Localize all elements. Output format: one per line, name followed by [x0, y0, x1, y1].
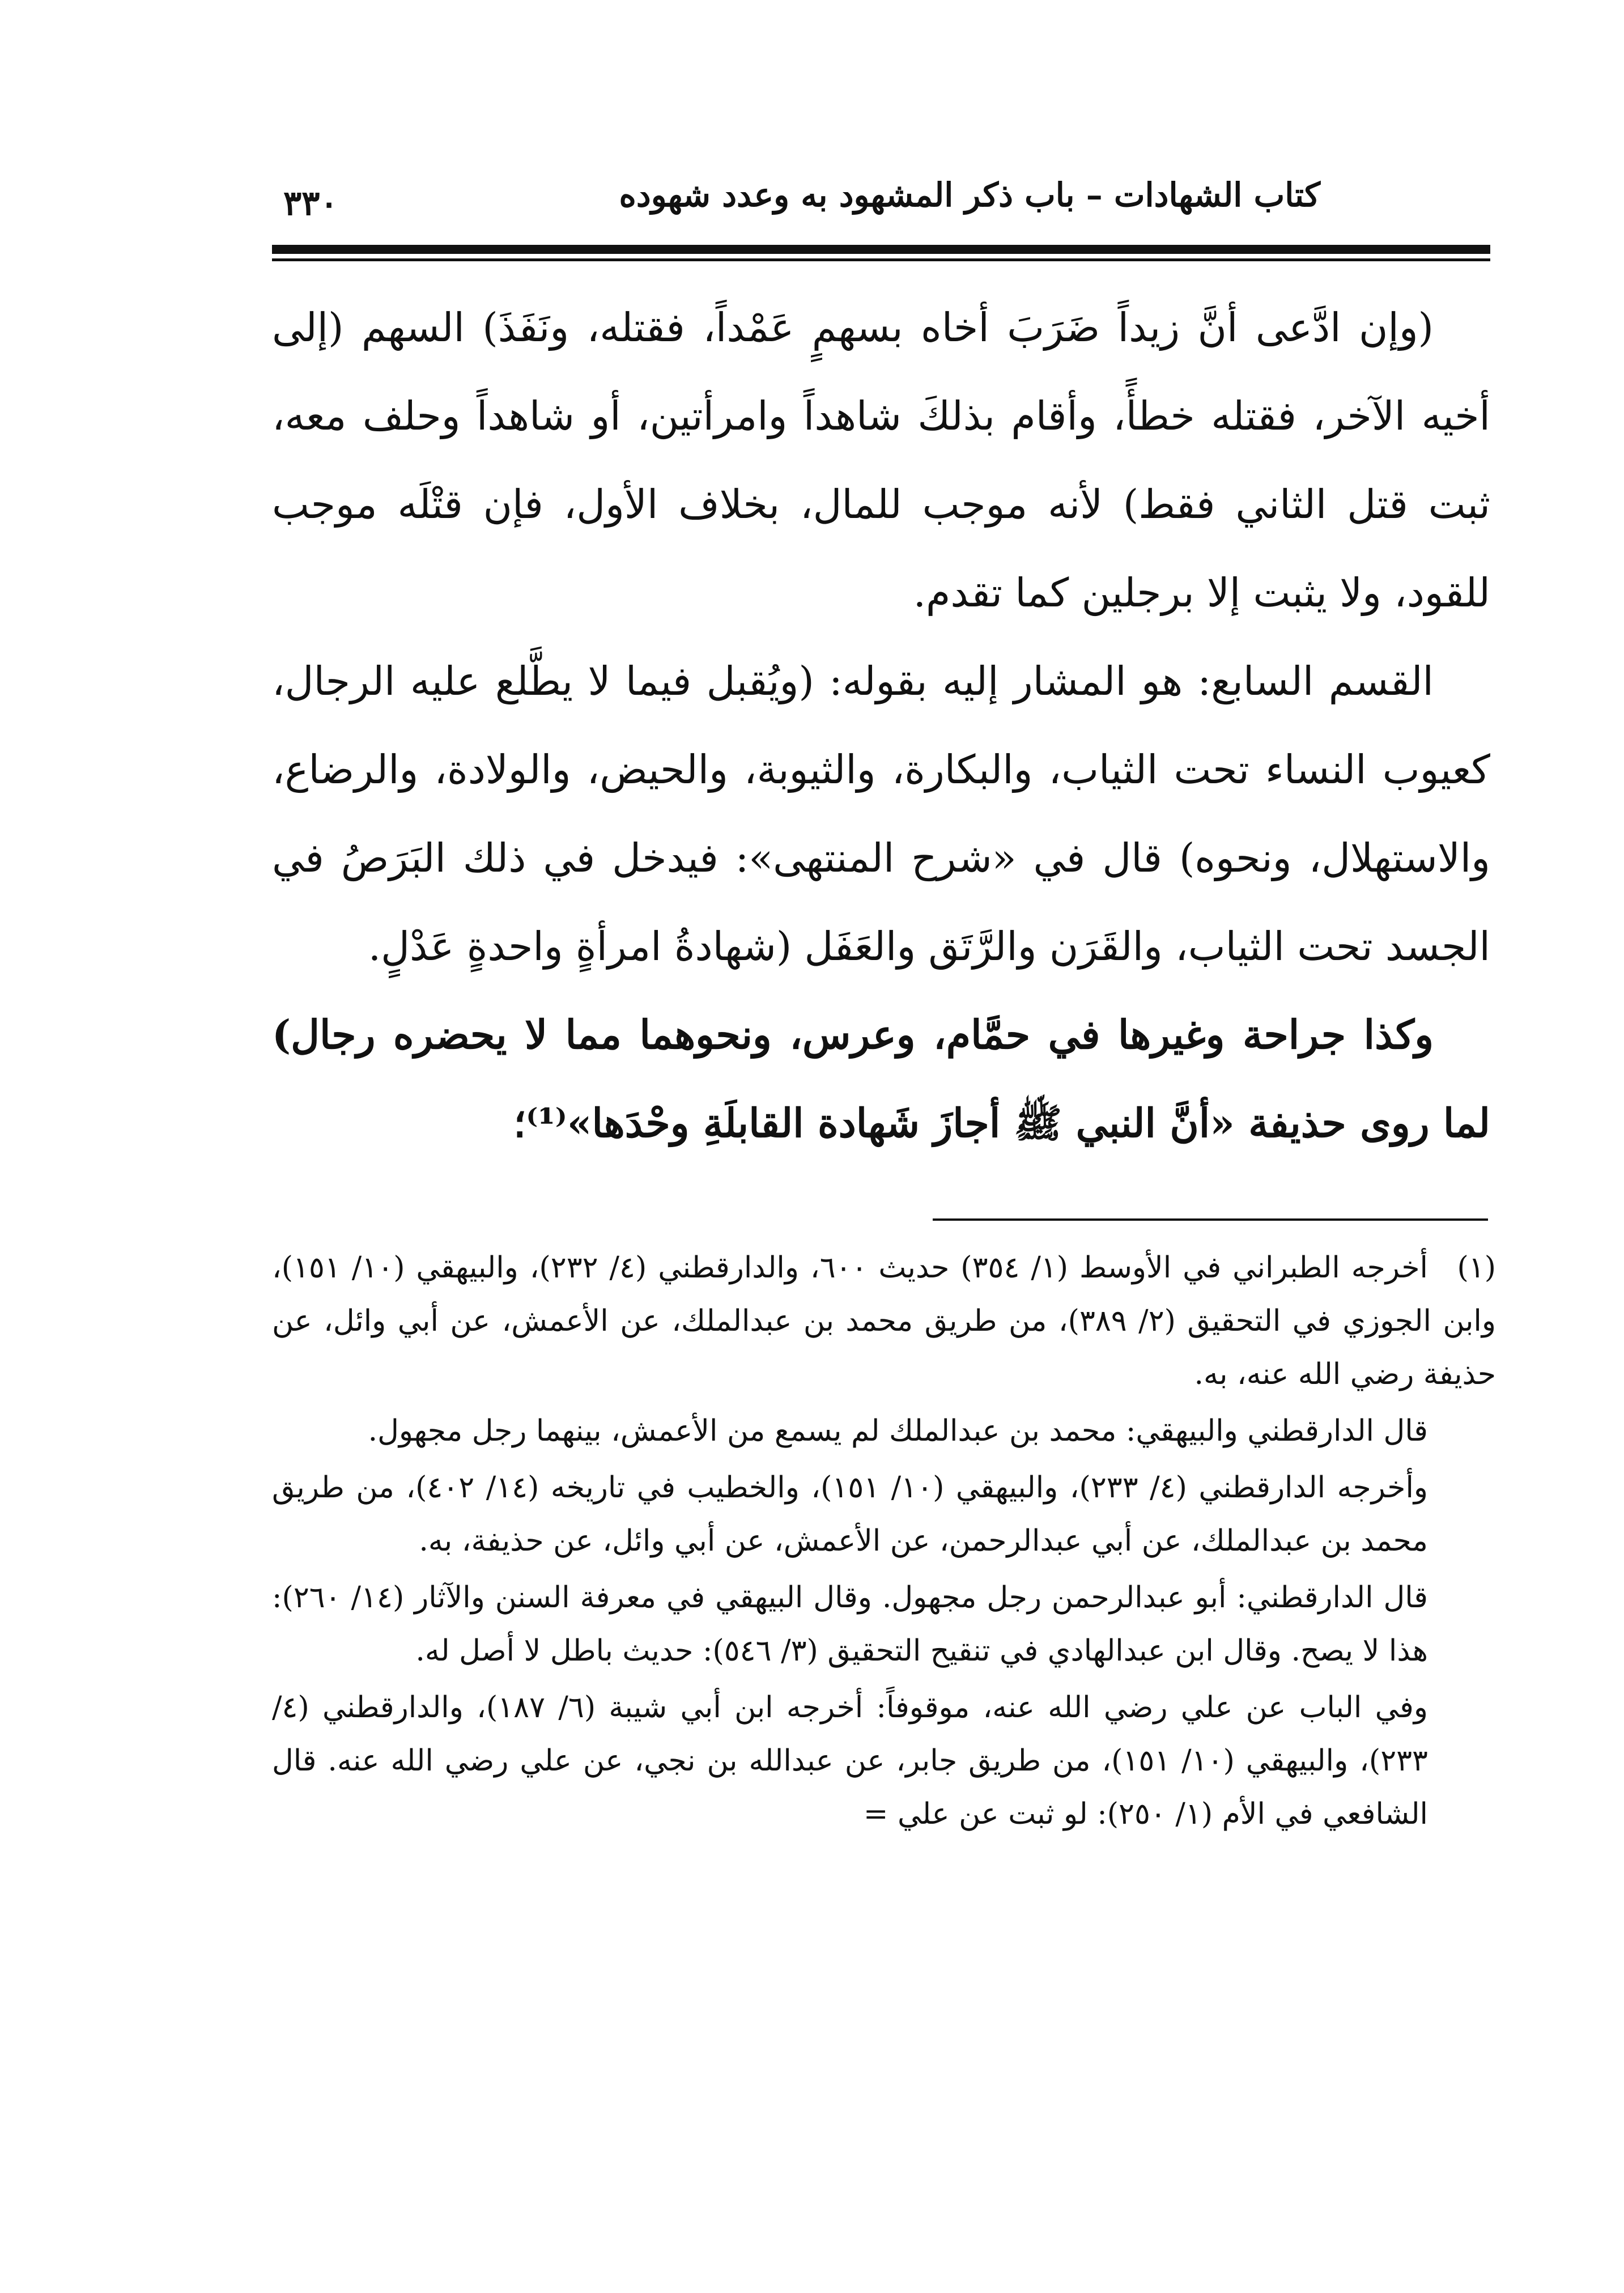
- footnote-separator: [933, 1218, 1488, 1221]
- footnote-1-text: أخرجه الطبراني في الأوسط (١/ ٣٥٤) حديث ٦٠٠، والدارقطني (٤/ ٢٣٢)، والبيهقي (١٠/ ١٥١)، وابن الجوزي في التحقيق (٢/ ٣٨٩)، من طريق محمد بن عبدالملك، عن الأعمش، عن أبي وائل، عن حذيفة رضي الله عنه، به.: [272, 1251, 1496, 1391]
- main-paragraph-3: وكذا جراحة وغيرها في حمَّام، وعرس، ونحوهما مما لا يحضره رجال) لما روى حذيفة «أنَّ النبي ﷺ أجازَ شَهادة القابلَةِ وحْدَها»⁽¹⁾؛: [272, 1011, 1490, 1146]
- main-text: [272, 283, 1490, 1167]
- footnote-1-para-2: قال الدارقطني والبيهقي: محمد بن عبدالملك لم يسمع من الأعمش، بينهما رجل مجهول.: [368, 1414, 1428, 1448]
- running-title: كتاب الشهادات – باب ذكر المشهود به وعدد شهوده: [619, 176, 1320, 214]
- header-rule-thick: [272, 245, 1490, 254]
- footnote-1-para-3: وأخرجه الدارقطني (٤/ ٢٣٣)، والبيهقي (١٠/ ١٥١)، والخطيب في تاريخه (١٤/ ٤٠٢)، من طريق محمد بن عبدالملك، عن أبي عبدالرحمن، عن الأعمش، عن أبي وائل، عن حذيفة، به.: [272, 1471, 1428, 1558]
- footnote-1-first: [272, 1241, 1496, 1401]
- footnote-marker: (١): [1457, 1251, 1497, 1285]
- header-rule-thin: [272, 258, 1490, 261]
- footnote-1-para-4: قال الدارقطني: أبو عبدالرحمن رجل مجهول. وقال البيهقي في معرفة السنن والآثار (١٤/ ٢٦٠): هذا لا يصح. وقال ابن عبدالهادي في تنقيح التحقيق (٣/ ٥٤٦): حديث باطل لا أصل له.: [272, 1581, 1428, 1668]
- page-header: [272, 170, 1490, 244]
- main-paragraph-2: القسم السابع: هو المشار إليه بقوله: (ويُقبل فيما لا يطَّلع عليه الرجال، كعيوب النساء تحت الثياب، والبكارة، والثيوبة، والحيض، والولادة، والرضاع، والاستهلال، ونحوه) قال في «شرح المنتهى»: فيدخل في ذلك البَرَصُ في الجسد تحت الثياب، والقَرَن والرَّتَق والعَفَل (شهادةُ امرأةٍ واحدةٍ عَدْلٍ.: [272, 658, 1490, 970]
- footnotes: [272, 1241, 1496, 1841]
- footnote-1-para-5: وفي الباب عن علي رضي الله عنه، موقوفاً: أخرجه ابن أبي شيبة (٦/ ١٨٧)، والدارقطني (٤/ ٢٣٣)، والبيهقي (١٠/ ١٥١)، من طريق جابر، عن عبدالله بن نجي، عن علي رضي الله عنه. قال الشافعي في الأم (١/ ٢٥٠): لو ثبت عن علي =: [272, 1691, 1428, 1831]
- main-paragraph-1: (وإن ادَّعى أنَّ زيداً ضَرَبَ أخاه بسهمٍ عَمْداً، فقتله، ونَفَذَ) السهم (إلى أخيه الآخر، فقتله خطأً، وأقام بذلكَ شاهداً وامرأتين، أو شاهداً وحلف معه، ثبت قتل الثاني فقط) لأنه موجب للمال، بخلاف الأول، فإن قتْلَه موجب للقود، ولا يثبت إلا برجلين كما تقدم.: [272, 304, 1490, 616]
- page-number: ٣٣٠: [283, 184, 338, 223]
